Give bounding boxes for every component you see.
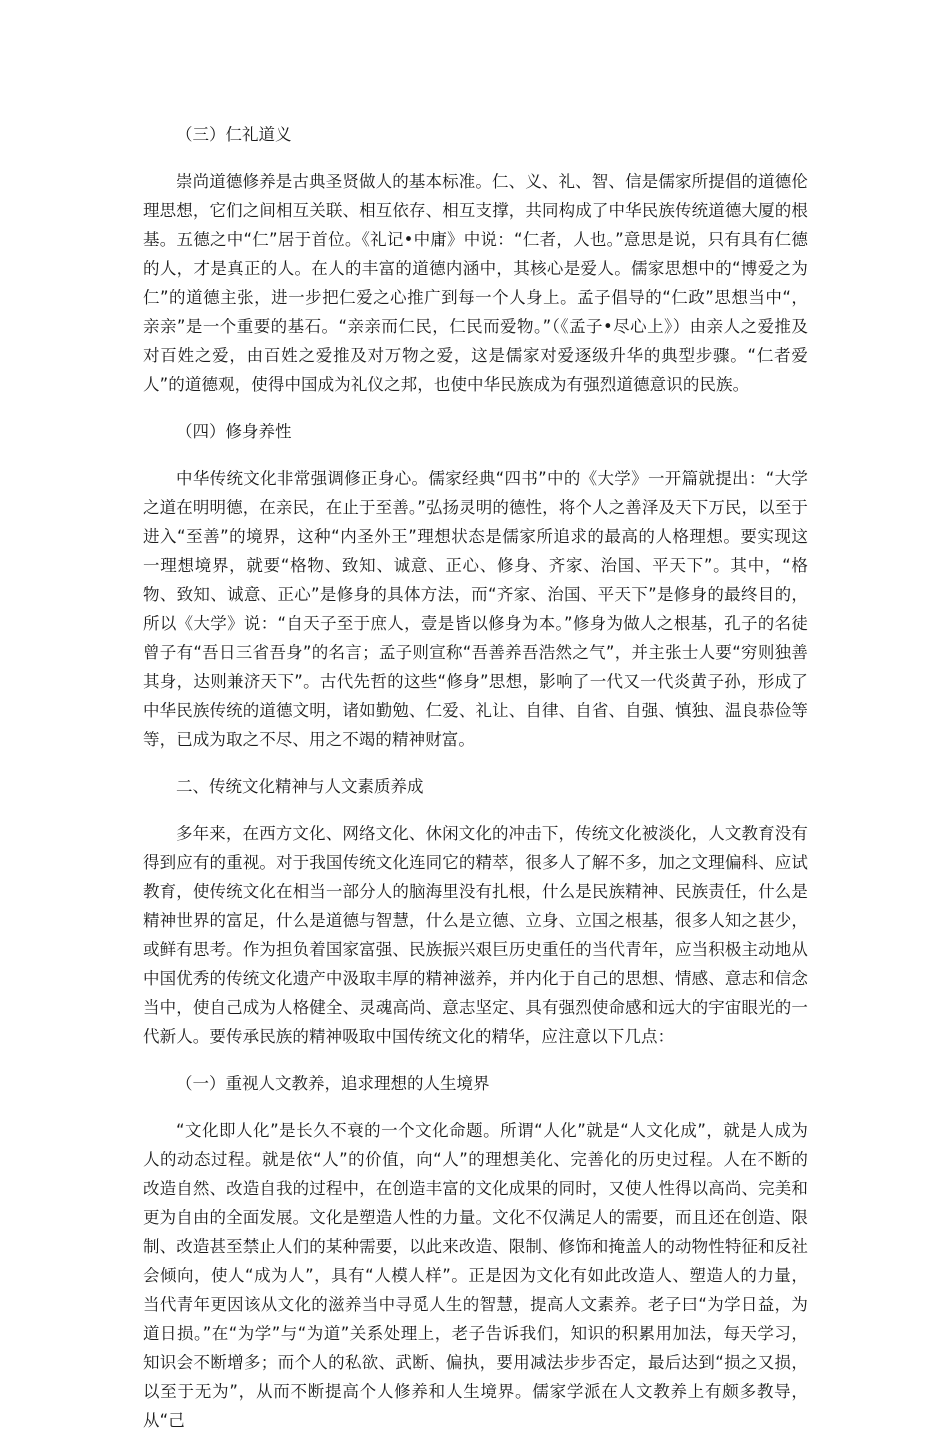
- section-heading-chuantong: 二、传统文化精神与人文素质养成: [176, 777, 424, 796]
- section-heading-renwen: （一）重视人文教养，追求理想的人生境界: [176, 1074, 490, 1093]
- section-heading-xiushen: （四）修身养性: [176, 422, 292, 441]
- document-body: [143, 120, 808, 1453]
- paragraph-chuantong: 多年来，在西方文化、网络文化、休闲文化的冲击下，传统文化被淡化，人文教育没有得到应有的重视。对于我国传统文化连同它的精萃，很多人了解不多，加之文理偏科、应试教育，使传统文化在相当一部分人的脑海里没有扎根，什么是民族精神、民族责任，什么是精神世界的富足，什么是道德与智慧，什么是立德、立身、立国之根基，很多人知之甚少，或鲜有思考。作为担负着国家富强、民族振兴艰巨历史重任的当代青年，应当积极主动地从中国优秀的传统文化遗产中汲取丰厚的精神滋养，并内化于自己的思想、情感、意志和信念当中，使自己成为人格健全、灵魂高尚、意志坚定、具有强烈使命感和远大的宇宙眼光的一代新人。要传承民族的精神吸取中国传统文化的精华，应注意以下几点：: [143, 824, 808, 1046]
- paragraph-renwen: “文化即人化”是长久不衰的一个文化命题。所谓“人化”就是“人文化成”，就是人成为人的动态过程。就是依“人”的价值，向“人”的理想美化、完善化的历史过程。人在不断的改造自然、改造自我的过程中，在创造丰富的文化成果的同时，又使人性得以高尚、完美和更为自由的全面发展。文化是塑造人性的力量。文化不仅满足人的需要，而且还在创造、限制、改造甚至禁止人们的某种需要，以此来改造、限制、修饰和掩盖人的动物性特征和反社会倾向，使人“成为人”，具有“人模人样”。正是因为文化有如此改造人、塑造人的力量，当代青年更因该从文化的滋养当中寻觅人生的智慧，提高人文素养。老子曰“为学日益，为道日损。”在“为学”与“为道”关系处理上，老子告诉我们，知识的积累用加法，每天学习，知识会不断增多；而个人的私欲、武断、偏执，要用减法步步否定，最后达到“损之又损，以至于无为”，从而不断提高个人修养和人生境界。儒家学派在人文教养上有颇多教导，从“己: [143, 1121, 808, 1430]
- paragraph-renli: 崇尚道德修养是古典圣贤做人的基本标准。仁、义、礼、智、信是儒家所提倡的道德伦理思想，它们之间相互关联、相互依存、相互支撑，共同构成了中华民族传统道德大厦的根基。五德之中“仁”居于首位。《礼记•中庸》中说：“仁者，人也。”意思是说，只有具有仁德的人，才是真正的人。在人的丰富的道德内涵中，其核心是爱人。儒家思想中的“博爱之为仁”的道德主张，进一步把仁爱之心推广到每一个人身上。孟子倡导的“仁政”思想当中“，亲亲”是一个重要的基石。“亲亲而仁民，仁民而爱物。”（《孟子•尽心上》）由亲人之爱推及对百姓之爱，由百姓之爱推及对万物之爱，这是儒家对爱逐级升华的典型步骤。“仁者爱人”的道德观，使得中国成为礼仪之邦，也使中华民族成为有强烈道德意识的民族。: [143, 172, 808, 394]
- paragraph-xiushen: 中华传统文化非常强调修正身心。儒家经典“四书”中的《大学》一开篇就提出：“大学之道在明明德，在亲民，在止于至善。”弘扬灵明的德性，将个人之善泽及天下万民，以至于进入“至善”的境界，这种“内圣外王”理想状态是儒家所追求的最高的人格理想。要实现这一理想境界，就要“格物、致知、诚意、正心、修身、齐家、治国、平天下”。其中，“格物、致知、诚意、正心”是修身的具体方法，而“齐家、治国、平天下”是修身的最终目的，所以《大学》说：“自天子至于庶人，壹是皆以修身为本。”修身为做人之根基，孔子的名徒曾子有“吾日三省吾身”的名言；孟子则宣称“吾善养吾浩然之气”，并主张士人要“穷则独善其身，达则兼济天下”。古代先哲的这些“修身”思想，影响了一代又一代炎黄子孙，形成了中华民族传统的道德文明，诸如勤勉、仁爱、礼让、自律、自省、自强、慎独、温良恭俭等等，已成为取之不尽、用之不竭的精神财富。: [143, 469, 808, 749]
- section-heading-renli: （三）仁礼道义: [176, 125, 292, 144]
